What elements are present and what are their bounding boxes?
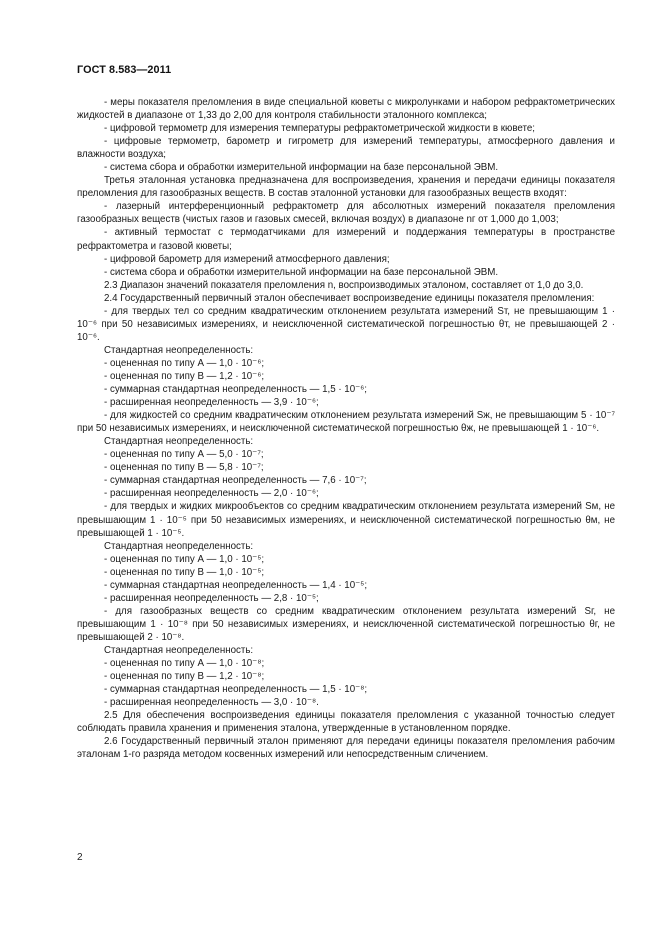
paragraph: - оцененная по типу В — 5,8 · 10⁻⁷; — [104, 462, 264, 474]
page-header-title: ГОСТ 8.583—2011 — [77, 64, 172, 76]
paragraph: - цифровой термометр для измерения температуры рефрактометрической жидкости в кювете; — [104, 123, 535, 135]
paragraph: - оцененная по типу А — 1,0 · 10⁻⁸; — [104, 658, 265, 670]
paragraph: - суммарная стандартная неопределенность — 1,5 · 10⁻⁸; — [104, 684, 368, 696]
paragraph: - расширенная неопределенность — 2,0 · 10⁻⁶; — [104, 488, 319, 500]
paragraph: - суммарная стандартная неопределенность — 1,5 · 10⁻⁶; — [104, 384, 368, 396]
paragraph: - лазерный интерференционный рефрактометр для абсолютных измерений показателя преломления газообразных веществ (чистых газов и газовых смесей, включая воздух) в диапазоне nг от 1,000 до 1,003; — [77, 201, 615, 226]
paragraph: Третья эталонная установка предназначена для воспроизведения, хранения и передачи единицы показателя преломления для газообразных веществ. В состав эталонной установки для газообразных веществ входят: — [77, 175, 615, 200]
paragraph: 2.5 Для обеспечения воспроизведения единицы показателя преломления с указанной точностью следует соблюдать правила хранения и применения эталона, утвержденные в установленном порядке. — [77, 710, 615, 735]
paragraph: - система сбора и обработки измерительной информации на базе персональной ЭВМ. — [104, 162, 499, 174]
paragraph: Стандартная неопределенность: — [104, 436, 254, 448]
paragraph: - оцененная по типу В — 1,2 · 10⁻⁶; — [104, 370, 265, 382]
paragraph: - оцененная по типу А — 1,0 · 10⁻⁵; — [104, 553, 265, 565]
document-body — [77, 96, 615, 761]
paragraph: - расширенная неопределенность — 2,8 · 10⁻⁵; — [104, 592, 319, 604]
paragraph: - оцененная по типу А — 5,0 · 10⁻⁷; — [104, 449, 264, 461]
paragraph: - оцененная по типу В — 1,2 · 10⁻⁸; — [104, 671, 265, 683]
page-number: 2 — [77, 852, 83, 863]
paragraph: Стандартная неопределенность: — [104, 644, 254, 656]
paragraph: - для жидкостей со средним квадратическим отклонением результата измерений Sж, не превышающим 5 · 10⁻⁷ при 50 независимых измерениях, и неисключенной систематической погрешностью θж, не превышающей 1 · 10⁻⁶. — [77, 410, 615, 435]
paragraph: - цифровой барометр для измерений атмосферного давления; — [104, 253, 390, 265]
paragraph: - для твердых тел со средним квадратическим отклонением результата измерений Sт, не превышающим 1 · 10⁻⁶ при 50 независимых измерениях, и неисключенной систематической погрешностью θт, не превышающей 2 · 10⁻⁶. — [77, 305, 615, 343]
paragraph: 2.6 Государственный первичный эталон применяют для передачи единицы показателя преломления рабочим эталонам 1-го разряда методом косвенных измерений или непосредственным сличением. — [77, 736, 615, 761]
paragraph: - активный термостат с термодатчиками для измерений и поддержания температуры в пространстве рефрактометра и газовой кюветы; — [77, 227, 615, 252]
paragraph: - для газообразных веществ со средним квадратическим отклонением результата измерений Sг, не превышающим 1 · 10⁻⁸ при 50 независимых измерениях, и неисключенной систематической погрешностью θг, не превышающей 2 · 10⁻⁸. — [77, 605, 615, 643]
paragraph: - система сбора и обработки измерительной информации на базе персональной ЭВМ. — [104, 266, 499, 278]
paragraph: - суммарная стандартная неопределенность — 1,4 · 10⁻⁵; — [104, 579, 368, 591]
paragraph: - оцененная по типу А — 1,0 · 10⁻⁶; — [104, 357, 265, 369]
paragraph: - для твердых и жидких микрообъектов со средним квадратическим отклонением результата измерений Sм, не превышающим 1 · 10⁻⁵ при 50 независимых измерениях, и неисключенной систематической погрешностью θм, не превышающей 1 · 10⁻⁵. — [77, 501, 615, 539]
paragraph: - расширенная неопределенность — 3,9 · 10⁻⁶; — [104, 397, 319, 409]
paragraph: - цифровые термометр, барометр и гигрометр для измерений температуры, атмосферного давления и влажности воздуха; — [77, 136, 615, 161]
paragraph: - оцененная по типу В — 1,0 · 10⁻⁵; — [104, 566, 265, 578]
paragraph: - меры показателя преломления в виде специальной кюветы с микролунками и набором рефрактометрических жидкостей в диапазоне от 1,33 до 2,00 для контроля стабильности эталонного комплекса; — [77, 97, 615, 122]
paragraph: 2.3 Диапазон значений показателя преломления n, воспроизводимых эталоном, составляет от 1,0 до 3,0. — [104, 279, 584, 291]
paragraph: - расширенная неопределенность — 3,0 · 10⁻⁸. — [104, 697, 319, 709]
paragraph: - суммарная стандартная неопределенность — 7,6 · 10⁻⁷; — [104, 475, 367, 487]
paragraph: Стандартная неопределенность: — [104, 344, 254, 356]
paragraph: Стандартная неопределенность: — [104, 540, 254, 552]
paragraph: 2.4 Государственный первичный эталон обеспечивает воспроизведение единицы показателя преломления: — [104, 292, 595, 304]
